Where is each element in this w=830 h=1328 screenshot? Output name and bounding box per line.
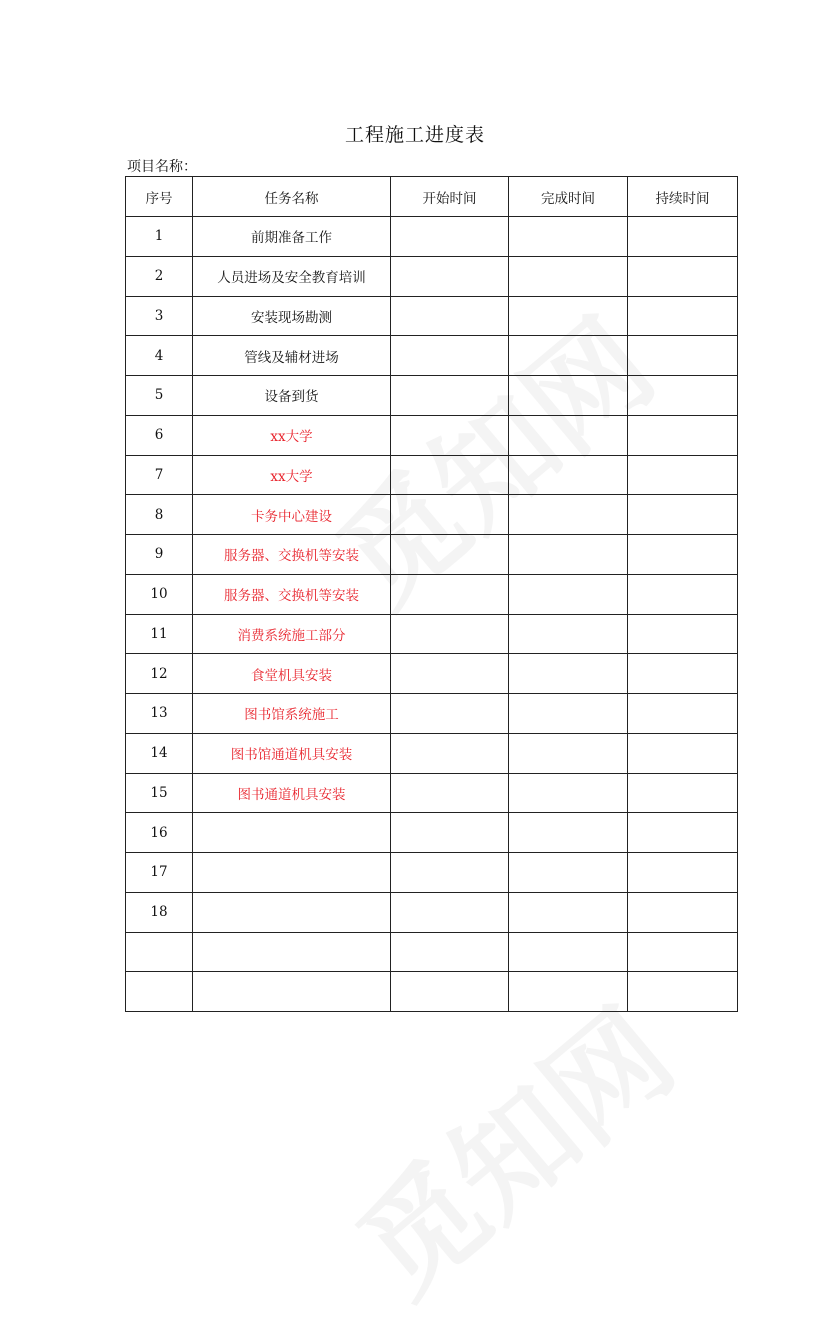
cell-end-time [509, 535, 628, 575]
table-row [126, 733, 738, 773]
cell-task-name: 安装现场勘测 [193, 296, 391, 336]
cell-end-time [509, 336, 628, 376]
cell-no: 13 [126, 694, 193, 734]
cell-end-time [509, 415, 628, 455]
cell-end-time [509, 376, 628, 416]
cell-start-time [391, 972, 509, 1012]
cell-start-time [391, 535, 509, 575]
cell-start-time [391, 853, 509, 893]
table-row [126, 694, 738, 734]
cell-duration [628, 972, 738, 1012]
cell-end-time [509, 654, 628, 694]
table-row [126, 654, 738, 694]
cell-task-name: 卡务中心建设 [193, 495, 391, 535]
cell-start-time [391, 574, 509, 614]
cell-task-name: 人员进场及安全教育培训 [193, 256, 391, 296]
cell-task-name [193, 932, 391, 972]
cell-duration [628, 614, 738, 654]
cell-task-name [193, 972, 391, 1012]
cell-task-name: 前期准备工作 [193, 217, 391, 257]
table-row [126, 376, 738, 416]
cell-duration [628, 773, 738, 813]
header-end-time: 完成时间 [509, 177, 628, 217]
cell-duration [628, 256, 738, 296]
cell-duration [628, 932, 738, 972]
table-row [126, 495, 738, 535]
document-title: 工程施工进度表 [344, 124, 485, 146]
cell-start-time [391, 415, 509, 455]
cell-task-name [193, 813, 391, 853]
cell-task-name: 管线及辅材进场 [193, 336, 391, 376]
cell-duration [628, 853, 738, 893]
cell-no: 17 [126, 853, 193, 893]
cell-no: 14 [126, 733, 193, 773]
table-row [126, 932, 738, 972]
cell-start-time [391, 336, 509, 376]
cell-duration [628, 336, 738, 376]
cell-start-time [391, 217, 509, 257]
cell-no: 9 [126, 535, 193, 575]
cell-start-time [391, 773, 509, 813]
cell-no: 2 [126, 256, 193, 296]
cell-duration [628, 654, 738, 694]
cell-end-time [509, 773, 628, 813]
cell-end-time [509, 853, 628, 893]
cell-duration [628, 217, 738, 257]
cell-duration [628, 455, 738, 495]
cell-no: 7 [126, 455, 193, 495]
cell-task-name: 设备到货 [193, 376, 391, 416]
cell-task-name [193, 853, 391, 893]
cell-duration [628, 296, 738, 336]
table-row [126, 574, 738, 614]
cell-no: 8 [126, 495, 193, 535]
table-row [126, 892, 738, 932]
cell-start-time [391, 256, 509, 296]
cell-duration [628, 694, 738, 734]
cell-start-time [391, 733, 509, 773]
cell-end-time [509, 932, 628, 972]
cell-end-time [509, 694, 628, 734]
cell-task-name: xx大学 [193, 415, 391, 455]
cell-no [126, 972, 193, 1012]
table-row [126, 535, 738, 575]
table-row [126, 853, 738, 893]
cell-end-time [509, 574, 628, 614]
header-no: 序号 [126, 177, 193, 217]
cell-start-time [391, 296, 509, 336]
watermark-bottom [317, 964, 703, 1327]
table-row [126, 256, 738, 296]
cell-no: 15 [126, 773, 193, 813]
cell-end-time [509, 972, 628, 1012]
cell-duration [628, 733, 738, 773]
cell-duration [628, 892, 738, 932]
cell-task-name: 消费系统施工部分 [193, 614, 391, 654]
cell-duration [628, 495, 738, 535]
cell-end-time [509, 813, 628, 853]
cell-start-time [391, 376, 509, 416]
cell-start-time [391, 614, 509, 654]
table-row [126, 455, 738, 495]
cell-duration [628, 813, 738, 853]
cell-no: 16 [126, 813, 193, 853]
table-row [126, 972, 738, 1012]
cell-duration [628, 535, 738, 575]
cell-duration [628, 415, 738, 455]
cell-no: 10 [126, 574, 193, 614]
cell-no: 18 [126, 892, 193, 932]
cell-start-time [391, 495, 509, 535]
cell-task-name [193, 892, 391, 932]
cell-start-time [391, 694, 509, 734]
cell-duration [628, 574, 738, 614]
cell-task-name: 图书馆系统施工 [193, 694, 391, 734]
table-row [126, 415, 738, 455]
header-start-time: 开始时间 [391, 177, 509, 217]
cell-end-time [509, 495, 628, 535]
cell-no: 4 [126, 336, 193, 376]
cell-no: 12 [126, 654, 193, 694]
schedule-table [125, 176, 738, 1012]
cell-no: 5 [126, 376, 193, 416]
table-row [126, 773, 738, 813]
project-name-label: 项目名称： [127, 159, 197, 175]
table-row [126, 296, 738, 336]
table-row [126, 614, 738, 654]
cell-task-name: 服务器、交换机等安装 [193, 574, 391, 614]
cell-end-time [509, 892, 628, 932]
cell-duration [628, 376, 738, 416]
cell-no: 3 [126, 296, 193, 336]
cell-no: 1 [126, 217, 193, 257]
table-row [126, 336, 738, 376]
cell-task-name: 服务器、交换机等安装 [193, 535, 391, 575]
cell-end-time [509, 614, 628, 654]
cell-task-name: 图书馆通道机具安装 [193, 733, 391, 773]
cell-no: 6 [126, 415, 193, 455]
table-row [126, 813, 738, 853]
cell-end-time [509, 296, 628, 336]
cell-start-time [391, 654, 509, 694]
schedule-body [126, 217, 738, 1012]
cell-start-time [391, 455, 509, 495]
cell-start-time [391, 932, 509, 972]
cell-start-time [391, 892, 509, 932]
cell-end-time [509, 217, 628, 257]
header-duration: 持续时间 [628, 177, 738, 217]
cell-start-time [391, 813, 509, 853]
cell-end-time [509, 455, 628, 495]
cell-no [126, 932, 193, 972]
cell-end-time [509, 733, 628, 773]
cell-end-time [509, 256, 628, 296]
cell-task-name: 图书通道机具安装 [193, 773, 391, 813]
header-task-name: 任务名称 [193, 177, 391, 217]
header-row [126, 177, 738, 217]
cell-no: 11 [126, 614, 193, 654]
cell-task-name: 食堂机具安装 [193, 654, 391, 694]
cell-task-name: xx大学 [193, 455, 391, 495]
table-row [126, 217, 738, 257]
